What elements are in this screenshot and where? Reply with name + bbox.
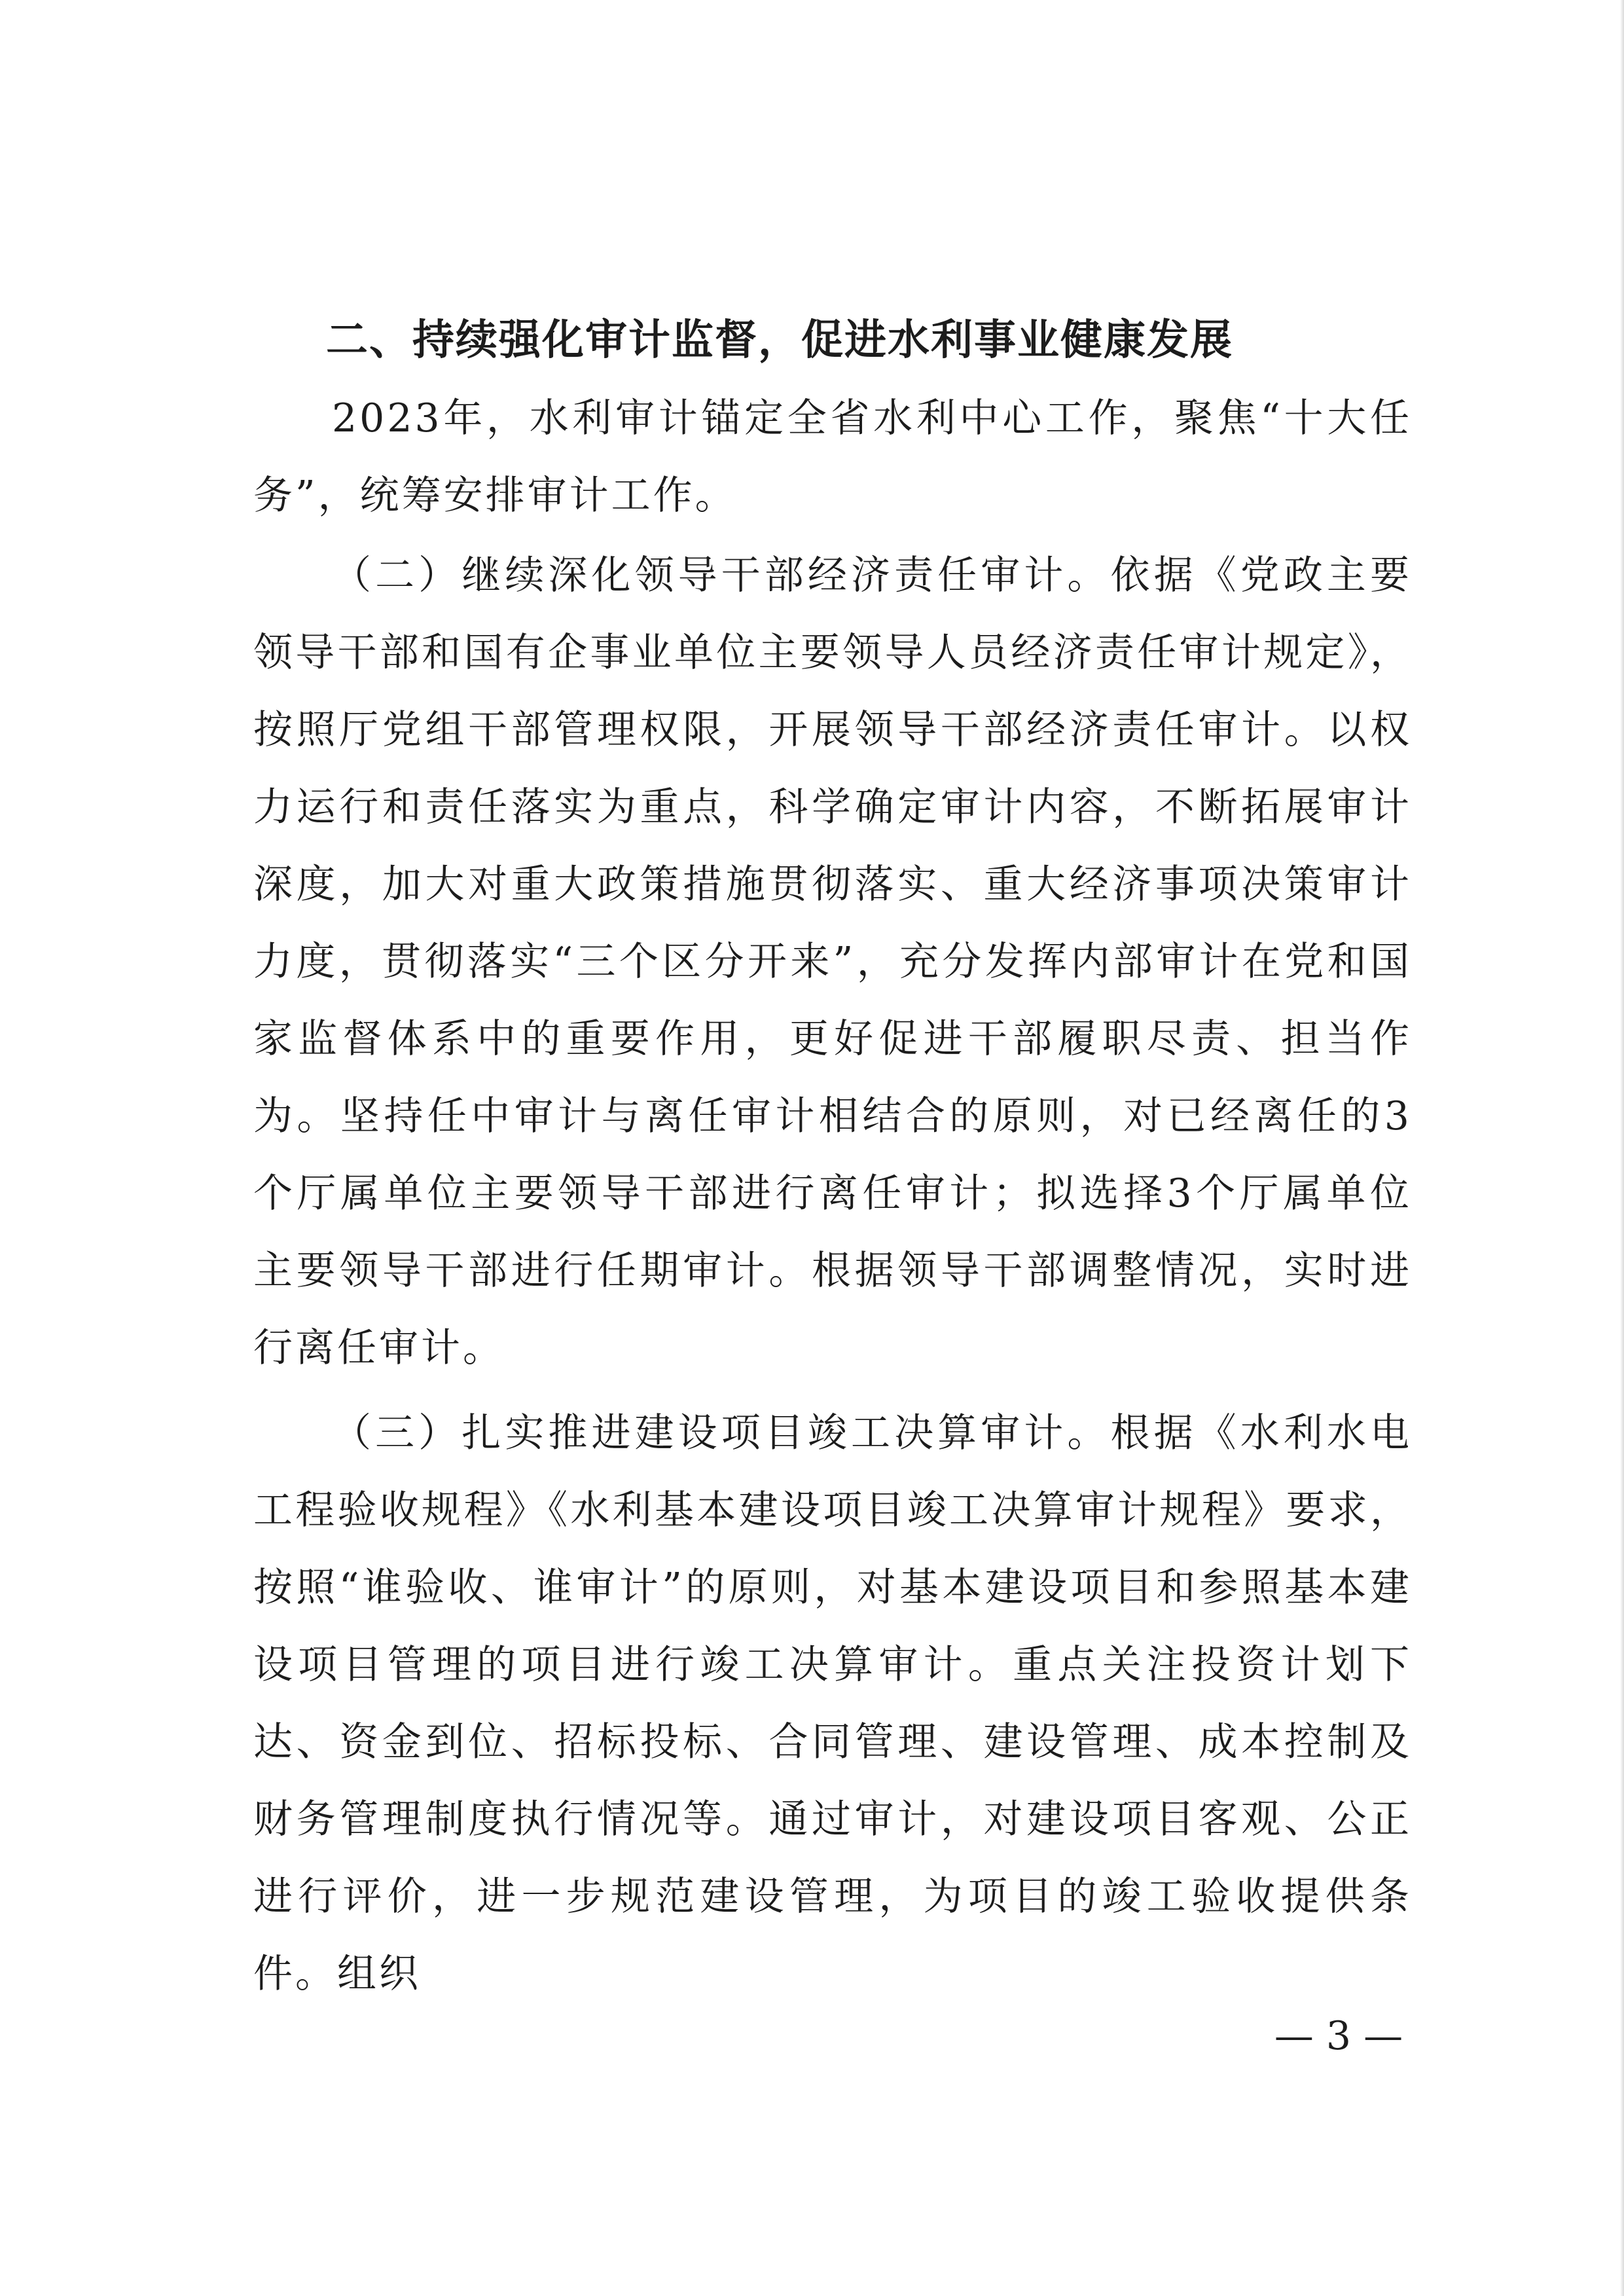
paragraph-intro: 2023年，水利审计锚定全省水利中心工作，聚焦“十大任务”，统筹安排审计工作。 (253, 395, 1412, 519)
paragraph-completion-settlement-audit: （三）扎实推进建设项目竣工决算审计。根据《水利水电工程验收规程》《水利基本建设项目竣工决算审计规程》要求，按照“谁验收、谁审计”的原则，对基本建设项目和参照基本建设项目管理的项目进行竣工决算审计。重点关注投资计划下达、资金到位、招标投标、合同管理、建设管理、成本控制及财务管理制度执行情况等。通过审计，对建设项目客观、公正进行评价，进一步规范建设管理，为项目的竣工验收提供条件。组织 (253, 1410, 1412, 1997)
paragraph-economic-responsibility-audit: （二）继续深化领导干部经济责任审计。依据《党政主要领导干部和国有企事业单位主要领导人员经济责任审计规定》，按照厅党组干部管理权限，开展领导干部经济责任审计。以权力运行和责任落实为重点，科学确定审计内容，不断拓展审计深度，加大对重大政策措施贯彻落实、重大经济事项决策审计力度，贯彻落实“三个区分开来”，充分发挥内部审计在党和国家监督体系中的重要作用，更好促进干部履职尽责、担当作为。坚持任中审计与离任审计相结合的原则，对已经离任的3个厅属单位主要领导干部进行离任审计；拟选择3个厅属单位主要领导干部进行任期审计。根据领导干部调整情况，实时进行离任审计。 (253, 553, 1412, 1371)
scan-edge-shadow (1620, 0, 1624, 2296)
section-heading: 二、持续强化审计监督，促进水利事业健康发展 (326, 316, 1233, 365)
page-number: — 3 — (1274, 2013, 1403, 2059)
